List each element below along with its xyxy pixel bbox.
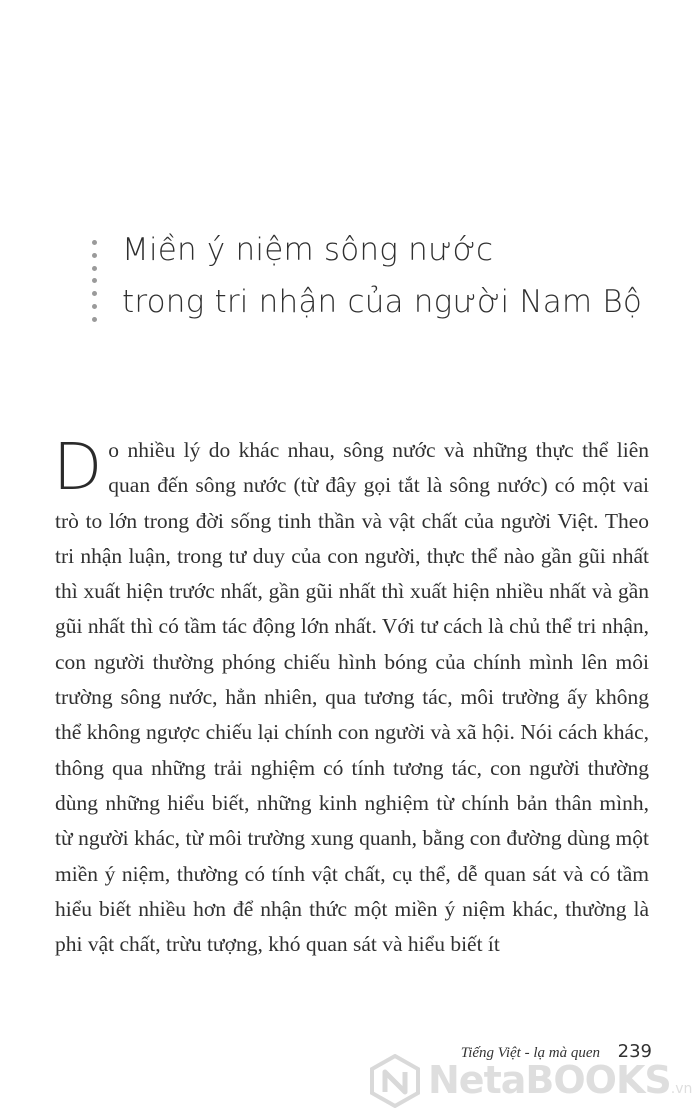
chapter-title-line-1: Miền ý niệm sông nước	[122, 232, 494, 268]
watermark-brand: NetaBOOKS	[428, 1058, 671, 1102]
watermark-suffix: .vn	[670, 1081, 693, 1097]
body-paragraph	[55, 433, 649, 962]
running-title: Tiếng Việt - lạ mà quen	[460, 1045, 600, 1061]
body-text-content: o nhiều lý do khác nhau, sông nước và những thực thể liên quan đến sông nước (từ đây gọi tắt là sông nước) có một vai trò to lớn trong đời sống tinh thần và vật chất của người Việt. Theo tri nhận luận, trong tư duy của con người, thực thể nào gần gũi nhất thì xuất hiện trước nhất, gần gũi nhất thì xuất hiện nhiều nhất và gần gũi nhất thì có tầm tác động lớn nhất. Với tư cách là chủ thể tri nhận, con người thường phóng chiếu hình bóng của chính mình lên môi trường sông nước, hẳn nhiên, qua tương tác, môi trường ấy không thể không ngược chiếu lại chính con người và xã hội. Nói cách khác, thông qua những trải nghiệm có tính tương tác, con người thường dùng những hiểu biết, những kinh nghiệm từ chính bản thân mình, từ người khác, từ môi trường xung quanh, bằng con đường dùng một miền ý niệm, thường có tính vật chất, cụ thể, dễ quan sát và có tầm hiểu biết nhiều hơn để nhận thức một miền ý niệm khác, thường là phi vật chất, trừu tượng, khó quan sát và hiểu biết ít	[55, 438, 649, 957]
page-number: 239	[617, 1041, 652, 1062]
netabooks-logo-icon	[368, 1054, 422, 1108]
watermark	[368, 1052, 698, 1112]
title-dot-ornament	[90, 240, 98, 322]
watermark-text	[428, 1058, 692, 1102]
drop-cap: D	[53, 431, 103, 505]
chapter-title-line-2: trong tri nhận của người Nam Bộ	[122, 284, 643, 320]
